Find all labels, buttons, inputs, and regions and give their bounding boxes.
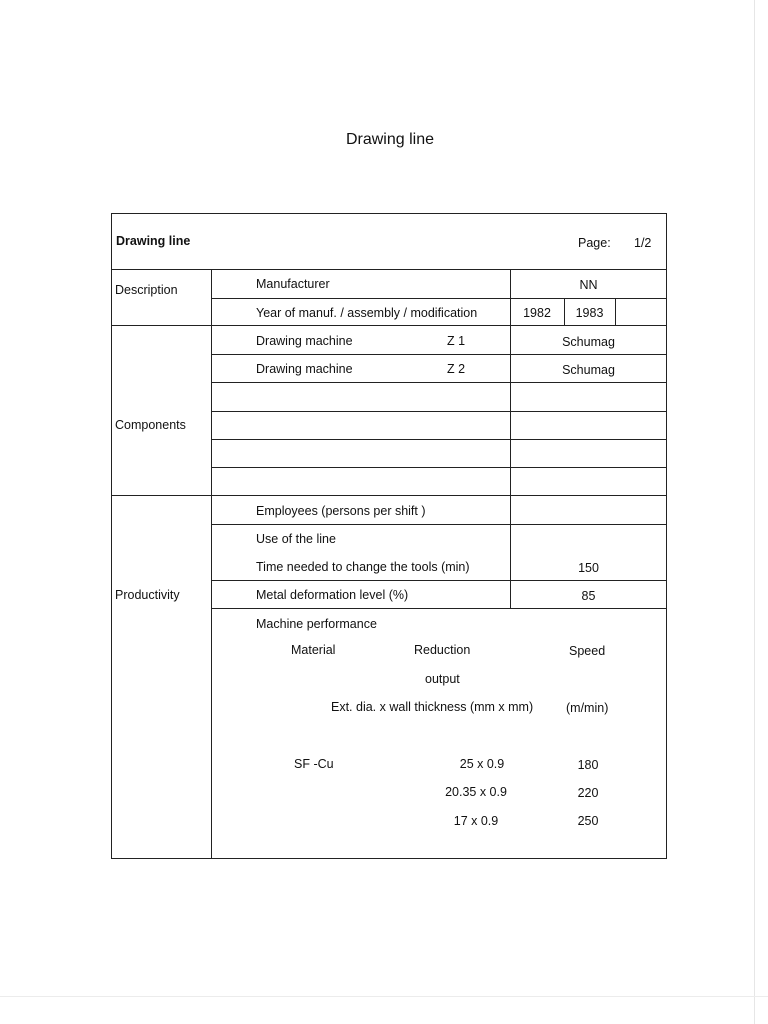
page-edge (754, 0, 755, 1024)
column-divider (615, 298, 616, 325)
component-code: Z 2 (447, 362, 466, 376)
component-maker: Schumag (562, 363, 615, 377)
row-divider (211, 439, 667, 440)
component-name: Drawing machine (256, 334, 353, 348)
use-of-line-label: Use of the line (256, 532, 336, 546)
year-manufacture-value: 1982 (523, 306, 551, 320)
row-divider (111, 269, 667, 270)
component-name: Drawing machine (256, 362, 353, 376)
reduction-value: 20.35 x 0.9 (445, 785, 507, 799)
component-maker: Schumag (562, 335, 615, 349)
speed-unit: (m/min) (566, 701, 609, 715)
row-divider (211, 298, 667, 299)
page-number: 1/2 (634, 236, 652, 250)
header-title: Drawing line (116, 234, 191, 248)
speed-value: 250 (577, 814, 599, 828)
components-label: Components (115, 418, 186, 432)
reduction-value: 17 x 0.9 (453, 814, 499, 828)
reduction-column-header: Reduction (414, 643, 471, 657)
page-edge (0, 996, 768, 997)
row-divider (111, 325, 667, 326)
row-divider (211, 411, 667, 412)
year-label: Year of manuf. / assembly / modification (256, 306, 478, 320)
material-value: SF -Cu (294, 757, 334, 771)
row-divider (111, 495, 667, 496)
productivity-label: Productivity (115, 588, 180, 602)
column-divider (211, 269, 212, 859)
manufacturer-value: NN (579, 278, 598, 292)
description-label: Description (115, 283, 178, 297)
row-divider (211, 524, 667, 525)
deformation-value: 85 (581, 589, 596, 603)
component-code: Z 1 (447, 334, 466, 348)
employees-label: Employees (persons per shift ) (256, 504, 426, 518)
speed-value: 220 (577, 786, 599, 800)
page-label: Page: (578, 236, 611, 250)
dimension-label: Ext. dia. x wall thickness (mm x mm) (331, 700, 534, 714)
row-divider (211, 608, 667, 609)
row-divider (211, 354, 667, 355)
row-divider (211, 382, 667, 383)
year-assembly-value: 1983 (575, 306, 604, 320)
manufacturer-label: Manufacturer (256, 277, 330, 291)
material-column-header: Material (291, 643, 336, 657)
row-divider (211, 467, 667, 468)
reduction-value: 25 x 0.9 (459, 757, 505, 771)
speed-value: 180 (577, 758, 599, 772)
speed-column-header: Speed (569, 644, 606, 658)
output-label: output (425, 672, 460, 686)
row-divider (211, 580, 667, 581)
tool-change-value: 150 (578, 561, 599, 575)
tool-change-label: Time needed to change the tools (min) (256, 560, 470, 574)
deformation-label: Metal deformation level (%) (256, 588, 409, 602)
machine-performance-label: Machine performance (256, 617, 377, 631)
document-title: Drawing line (345, 131, 435, 148)
